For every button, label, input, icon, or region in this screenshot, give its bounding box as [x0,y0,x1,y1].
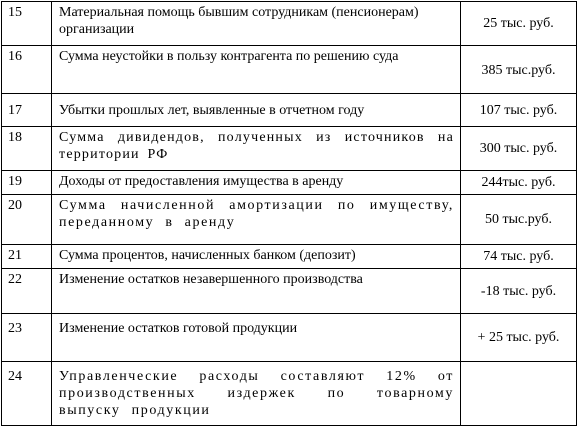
row-description: Сумма неустойки в пользу контрагента по решению суда [52,46,461,94]
row-description: Управленческие расходы составляют 12% от производственных издержек по товарному выпуску продукции [52,362,461,426]
row-number: 16 [2,46,52,94]
row-number: 21 [2,245,52,269]
table-row [2,195,577,245]
table-row [2,245,577,269]
row-description: Убытки прошлых лет, выявленные в отчетном году [52,94,461,127]
row-description: Сумма дивидендов, полученных из источников на территории РФ [52,127,461,171]
row-value: -18 тыс. руб. [461,269,577,314]
table-row [2,171,577,195]
table-row [2,362,577,426]
document-table [1,1,577,426]
row-number: 24 [2,362,52,426]
row-description: Сумма начисленной амортизации по имуществу, переданному в аренду [52,195,461,245]
row-number: 18 [2,127,52,171]
row-value: 25 тыс. руб. [461,2,577,46]
row-number: 23 [2,314,52,362]
row-description: Изменение остатков незавершенного производства [52,269,461,314]
row-value: 385 тыс.руб. [461,46,577,94]
table-row [2,94,577,127]
row-number: 17 [2,94,52,127]
row-number: 15 [2,2,52,46]
row-number: 20 [2,195,52,245]
table-row [2,2,577,46]
row-number: 19 [2,171,52,195]
row-value [461,362,577,426]
table-row [2,314,577,362]
table-row [2,46,577,94]
row-value: 74 тыс. руб. [461,245,577,269]
row-value: 300 тыс. руб. [461,127,577,171]
row-description: Изменение остатков готовой продукции [52,314,461,362]
row-value: + 25 тыс. руб. [461,314,577,362]
row-description: Доходы от предоставления имущества в аренду [52,171,461,195]
table-row [2,127,577,171]
row-value: 107 тыс. руб. [461,94,577,127]
row-value: 50 тыс.руб. [461,195,577,245]
row-number: 22 [2,269,52,314]
table-row [2,269,577,314]
row-description: Сумма процентов, начисленных банком (депозит) [52,245,461,269]
row-description: Материальная помощь бывшим сотрудникам (пенсионерам) организации [52,2,461,46]
row-value: 244тыс. руб. [461,171,577,195]
